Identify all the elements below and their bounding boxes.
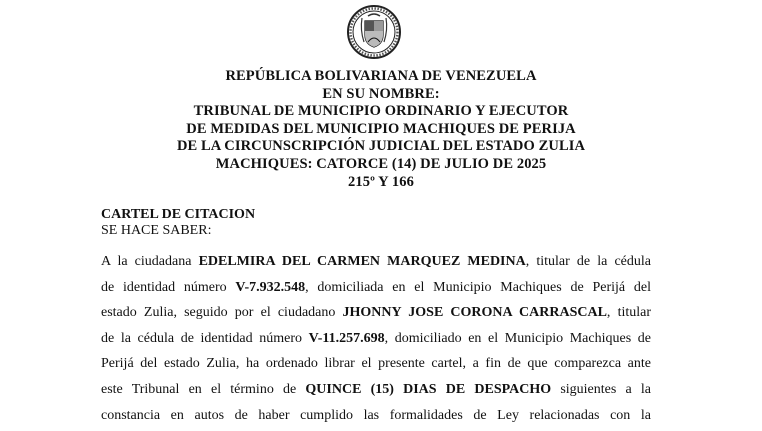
header-line-circunscripcion: DE LA CIRCUNSCRIPCIÓN JUDICIAL DEL ESTADO ZULIA [176, 138, 586, 155]
header-line-years: 215º Y 166 [348, 173, 414, 190]
header-line-republic: REPÚBLICA BOLIVARIANA DE VENEZUELA [225, 68, 537, 84]
body-line: Perijá del estado Zulia, ha ordenado librar el presente cartel, a fin de que comparezca ante [101, 356, 651, 372]
citee-id: V-7.932.548 [235, 279, 306, 295]
document-header [0, 68, 762, 191]
header-line-date: MACHIQUES: CATORCE (14) DE JULIO DE 2025 [215, 155, 547, 172]
plaintiff-name: JHONNY JOSE CORONA CARRASCAL [342, 305, 607, 321]
body-line: este Tribunal en el término de QUINCE (15) DIAS DE DESPACHO siguientes a la [101, 381, 652, 397]
cartel-title: CARTEL DE CITACION [101, 207, 256, 222]
citation-body [101, 249, 651, 428]
citee-name: EDELMIRA DEL CARMEN MARQUEZ MEDINA [198, 254, 526, 269]
coat-of-arms-seal-icon [346, 4, 402, 60]
plaintiff-id: V-11.257.698 [308, 330, 385, 346]
term-days: QUINCE (15) DIAS DE DESPACHO [305, 381, 552, 397]
header-line-name: EN SU NOMBRE: [322, 85, 440, 102]
body-line: constancia en autos de haber cumplido las formalidades de Ley relacionadas con la [101, 407, 651, 423]
cartel-heading [101, 207, 255, 238]
body-line: de identidad número V-7.932.548, domiciliada en el Municipio Machiques de Perijá del [101, 279, 652, 295]
body-line: de la cédula de identidad número V-11.257.698, domiciliado en el Municipio Machiques de [101, 330, 651, 346]
header-line-medidas: DE MEDIDAS DEL MUNICIPIO MACHIQUES DE PERIJA [186, 120, 576, 137]
body-line: estado Zulia, seguido por el ciudadano JHONNY JOSE CORONA CARRASCAL, titular [101, 305, 652, 321]
body-line: A la ciudadana EDELMIRA DEL CARMEN MARQUEZ MEDINA, titular de la cédula [101, 254, 652, 269]
header-line-tribunal: TRIBUNAL DE MUNICIPIO ORDINARIO Y EJECUTOR [193, 103, 569, 120]
cartel-subtitle: SE HACE SABER: [101, 222, 212, 238]
